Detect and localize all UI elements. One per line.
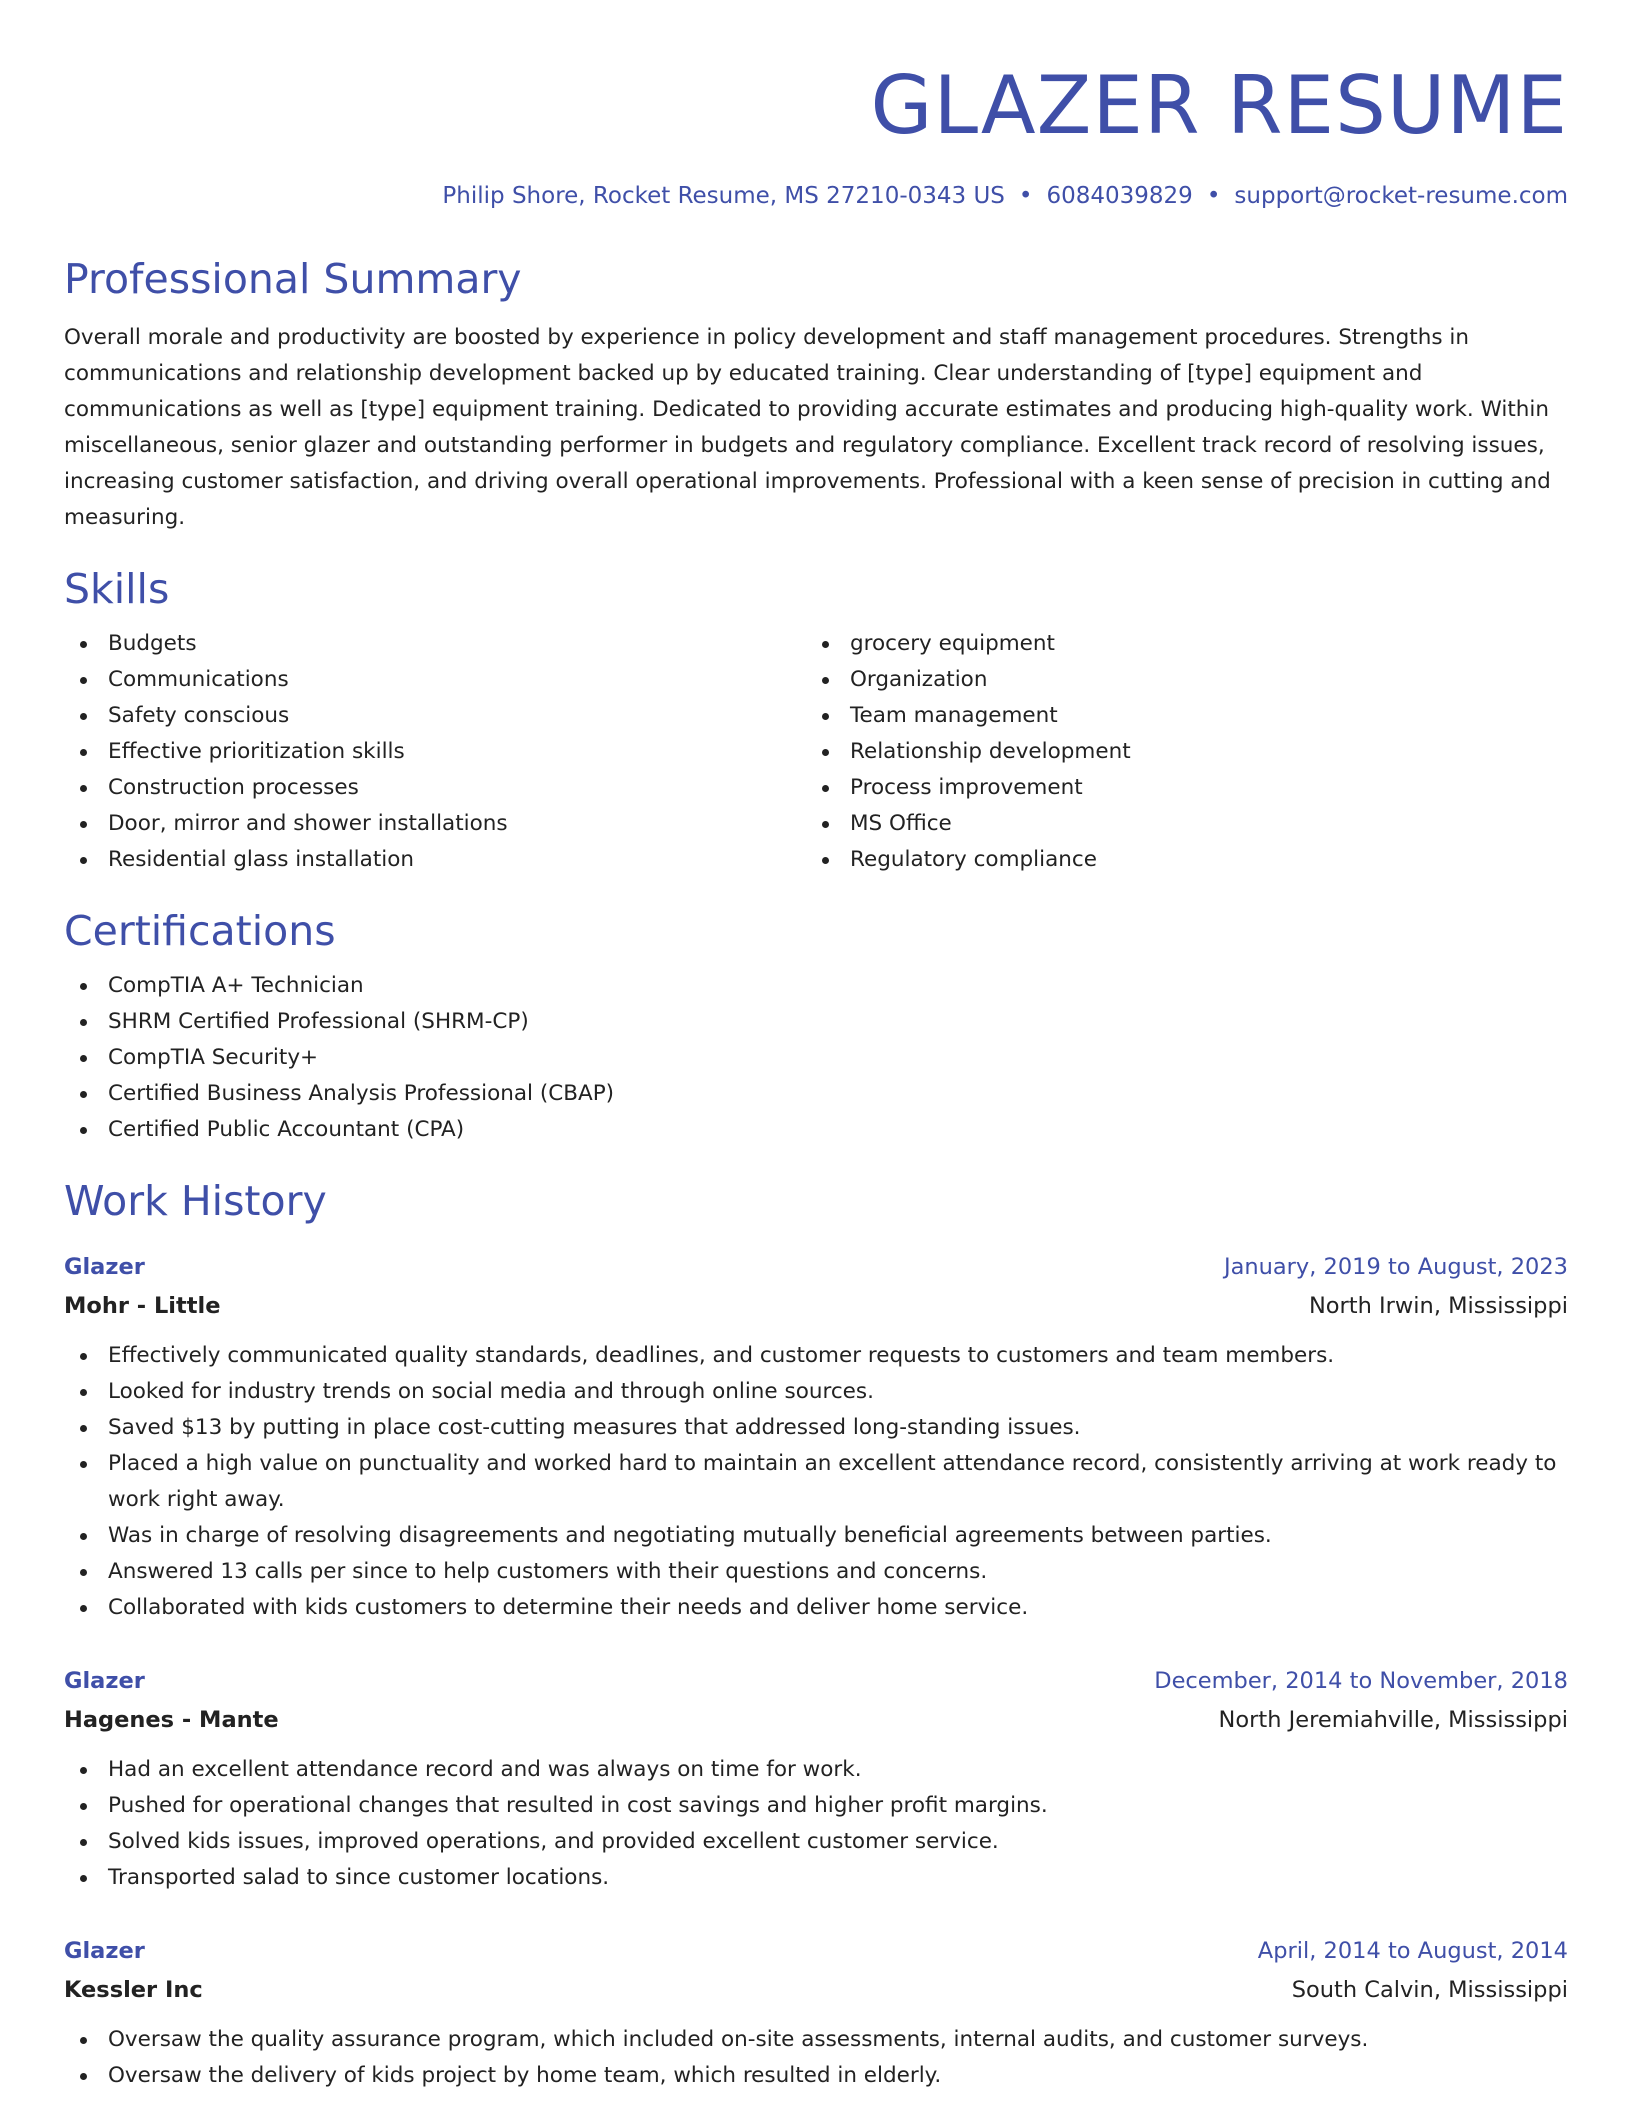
skill-item: Budgets bbox=[64, 626, 806, 662]
skill-item: Safety conscious bbox=[64, 698, 806, 734]
certifications-section bbox=[64, 906, 1568, 1148]
contact-line bbox=[64, 180, 1568, 212]
skill-item: Effective prioritization skills bbox=[64, 734, 806, 770]
job-title: Glazer bbox=[64, 1254, 145, 1280]
skills-column-right bbox=[806, 626, 1548, 878]
job-bullet: Collaborated with kids customers to determine their needs and deliver home service. bbox=[64, 1590, 1568, 1626]
skills-list-right bbox=[806, 626, 1548, 878]
skill-item: Process improvement bbox=[806, 770, 1548, 806]
job-bullet: Oversaw the quality assurance program, which included on-site assessments, internal audits, and customer surveys. bbox=[64, 2022, 1568, 2058]
skill-item: grocery equipment bbox=[806, 626, 1548, 662]
job-bullet: Transported salad to since customer locations. bbox=[64, 1860, 1568, 1896]
job-header-row bbox=[64, 1248, 1568, 1286]
job-dates: December, 2014 to November, 2018 bbox=[1154, 1668, 1568, 1694]
job-location: North Jeremiahville, Mississippi bbox=[1218, 1707, 1568, 1733]
job-entry bbox=[64, 1662, 1568, 1896]
job-title: Glazer bbox=[64, 1668, 145, 1694]
contact-separator: • bbox=[1018, 183, 1033, 209]
job-bullet: Pushed for operational changes that resulted in cost savings and higher profit margins. bbox=[64, 1788, 1568, 1824]
job-entry bbox=[64, 1248, 1568, 1626]
work-history-section bbox=[64, 1176, 1568, 2094]
contact-address: Philip Shore, Rocket Resume, MS 27210-0343 US bbox=[442, 183, 1005, 209]
summary-text: Overall morale and productivity are boosted by experience in policy development and staff management procedures. Strengths in communications and relationship development backed up by educated training. Clear understanding of [type] equipment and communications as well as [type] equipment training. Dedicated to providing accurate estimates and producing high-quality work. Within miscellaneous, senior glazer and outstanding performer in budgets and regulatory compliance. Excellent track record of resolving issues, increasing customer satisfaction, and driving overall operational improvements. Professional with a keen sense of precision in cutting and measuring. bbox=[64, 325, 1551, 530]
skills-grid bbox=[64, 626, 1568, 878]
skill-item: Residential glass installation bbox=[64, 842, 806, 878]
job-bullet: Effectively communicated quality standards, deadlines, and customer requests to customers and team members. bbox=[64, 1338, 1568, 1374]
job-bullet: Had an excellent attendance record and was always on time for work. bbox=[64, 1752, 1568, 1788]
job-location: South Calvin, Mississippi bbox=[1291, 1977, 1568, 2003]
job-dates: January, 2019 to August, 2023 bbox=[1223, 1254, 1568, 1280]
job-company: Mohr - Little bbox=[64, 1293, 221, 1319]
certification-item: CompTIA Security+ bbox=[64, 1040, 1568, 1076]
job-bullets bbox=[64, 1338, 1568, 1626]
skill-item: Relationship development bbox=[806, 734, 1548, 770]
skill-item: Communications bbox=[64, 662, 806, 698]
summary-section bbox=[64, 254, 1568, 536]
certification-item: SHRM Certified Professional (SHRM-CP) bbox=[64, 1004, 1568, 1040]
certifications-title: Certifications bbox=[64, 907, 336, 955]
skills-title: Skills bbox=[64, 565, 170, 613]
job-entry bbox=[64, 1932, 1568, 2094]
job-bullet: Oversaw the delivery of kids project by home team, which resulted in elderly. bbox=[64, 2058, 1568, 2094]
contact-email: support@rocket-resume.com bbox=[1234, 183, 1568, 209]
resume-header bbox=[64, 56, 1568, 212]
job-bullet: Saved $13 by putting in place cost-cutting measures that addressed long-standing issues. bbox=[64, 1410, 1568, 1446]
skill-item: Organization bbox=[806, 662, 1548, 698]
job-header-row bbox=[64, 1662, 1568, 1700]
contact-phone: 6084039829 bbox=[1046, 183, 1193, 209]
job-bullet: Was in charge of resolving disagreements and negotiating mutually beneficial agreements between parties. bbox=[64, 1518, 1568, 1554]
job-dates: April, 2014 to August, 2014 bbox=[1257, 1938, 1568, 1964]
contact-separator: • bbox=[1206, 183, 1221, 209]
job-bullets bbox=[64, 2022, 1568, 2094]
skills-column-left bbox=[64, 626, 806, 878]
skills-list-left bbox=[64, 626, 806, 878]
skills-section bbox=[64, 564, 1568, 878]
resume-name: GLAZER RESUME bbox=[870, 59, 1568, 152]
work-history-title: Work History bbox=[64, 1177, 327, 1225]
job-company-row bbox=[64, 1970, 1568, 2010]
job-company: Hagenes - Mante bbox=[64, 1707, 279, 1733]
job-header-row bbox=[64, 1932, 1568, 1970]
job-bullet: Answered 13 calls per since to help customers with their questions and concerns. bbox=[64, 1554, 1568, 1590]
certification-item: CompTIA A+ Technician bbox=[64, 968, 1568, 1004]
skill-item: Construction processes bbox=[64, 770, 806, 806]
skill-item: Team management bbox=[806, 698, 1548, 734]
job-company-row bbox=[64, 1700, 1568, 1740]
skill-item: Regulatory compliance bbox=[806, 842, 1548, 878]
skill-item: MS Office bbox=[806, 806, 1548, 842]
job-location: North Irwin, Mississippi bbox=[1308, 1293, 1568, 1319]
summary-title: Professional Summary bbox=[64, 255, 522, 303]
job-bullet: Solved kids issues, improved operations, and provided excellent customer service. bbox=[64, 1824, 1568, 1860]
job-title: Glazer bbox=[64, 1938, 145, 1964]
certifications-list bbox=[64, 968, 1568, 1148]
job-bullets bbox=[64, 1752, 1568, 1896]
job-bullet: Placed a high value on punctuality and worked hard to maintain an excellent attendance record, consistently arriving at work ready to work right away. bbox=[64, 1446, 1568, 1518]
job-bullet: Looked for industry trends on social media and through online sources. bbox=[64, 1374, 1568, 1410]
certification-item: Certified Business Analysis Professional (CBAP) bbox=[64, 1076, 1568, 1112]
job-company-row bbox=[64, 1286, 1568, 1326]
certification-item: Certified Public Accountant (CPA) bbox=[64, 1112, 1568, 1148]
skill-item: Door, mirror and shower installations bbox=[64, 806, 806, 842]
job-company: Kessler Inc bbox=[64, 1977, 203, 2003]
